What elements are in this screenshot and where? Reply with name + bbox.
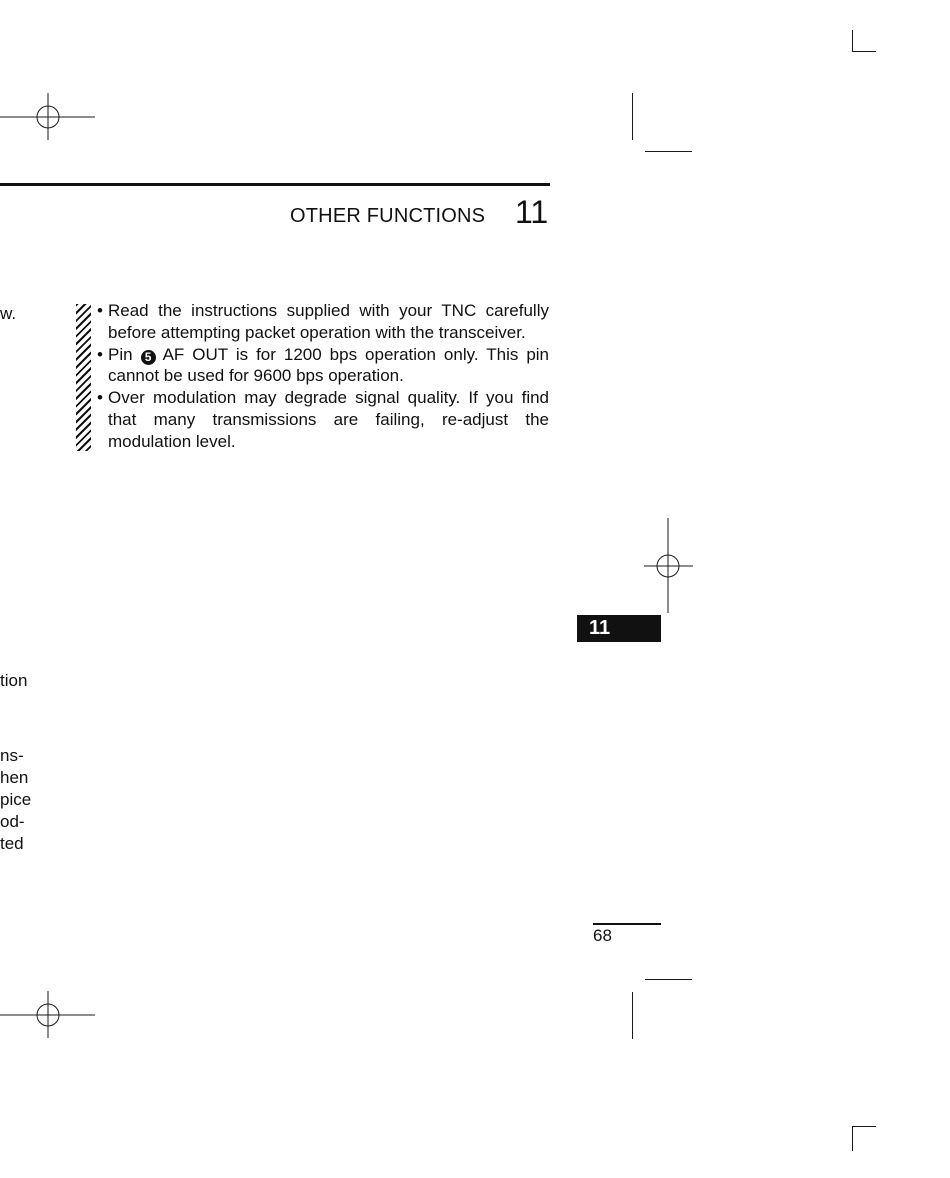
section-title: OTHER FUNCTIONS (290, 205, 486, 227)
bullet: • (97, 301, 103, 320)
crop-mark-upper-h (645, 151, 692, 152)
page-number-rule (593, 923, 661, 925)
crop-mark-bottom-right-h (852, 1126, 876, 1127)
margin-fragment: ted (0, 834, 24, 853)
bullet: • (97, 344, 103, 364)
note-text: Over modulation may degrade signal quality. If you find that many transmissions are failing, re-adjust the modulation level. (108, 388, 549, 451)
note-item (97, 387, 549, 452)
crop-mark-bottom-right-v (852, 1126, 853, 1151)
note-hatch-bar (76, 304, 91, 451)
notes-list (97, 300, 549, 453)
margin-fragment: hen (0, 768, 29, 787)
registration-target-icon (0, 991, 96, 1039)
margin-fragment: tion (0, 671, 28, 690)
section-number: 11 (515, 194, 549, 230)
margin-fragment: pice (0, 790, 32, 809)
crop-mark-top-right-h (852, 51, 876, 52)
crop-mark-lower-v (632, 992, 633, 1039)
section-tab: 11 (577, 615, 661, 642)
page-number: 68 (593, 926, 612, 945)
margin-fragment: od- (0, 812, 25, 831)
note-item (97, 300, 549, 344)
crop-mark-lower-h (645, 979, 692, 980)
header-rule (0, 183, 550, 186)
registration-target-icon (644, 518, 694, 614)
registration-target-icon (0, 93, 96, 141)
note-item (97, 344, 549, 388)
margin-fragment: w. (0, 304, 17, 323)
pin-number-circle: 5 (141, 350, 156, 365)
note-text: Read the instructions supplied with your TNC carefully before attempting packet operation with the transceiver. (108, 301, 549, 342)
margin-fragment: ns- (0, 746, 24, 765)
bullet: • (97, 388, 103, 408)
note-text: AF OUT is for 1200 bps operation only. This pin cannot be used for 9600 bps operation. (108, 344, 550, 386)
crop-mark-upper-v (632, 93, 633, 140)
note-text: Pin (108, 344, 141, 364)
crop-mark-top-right-v (852, 30, 853, 52)
